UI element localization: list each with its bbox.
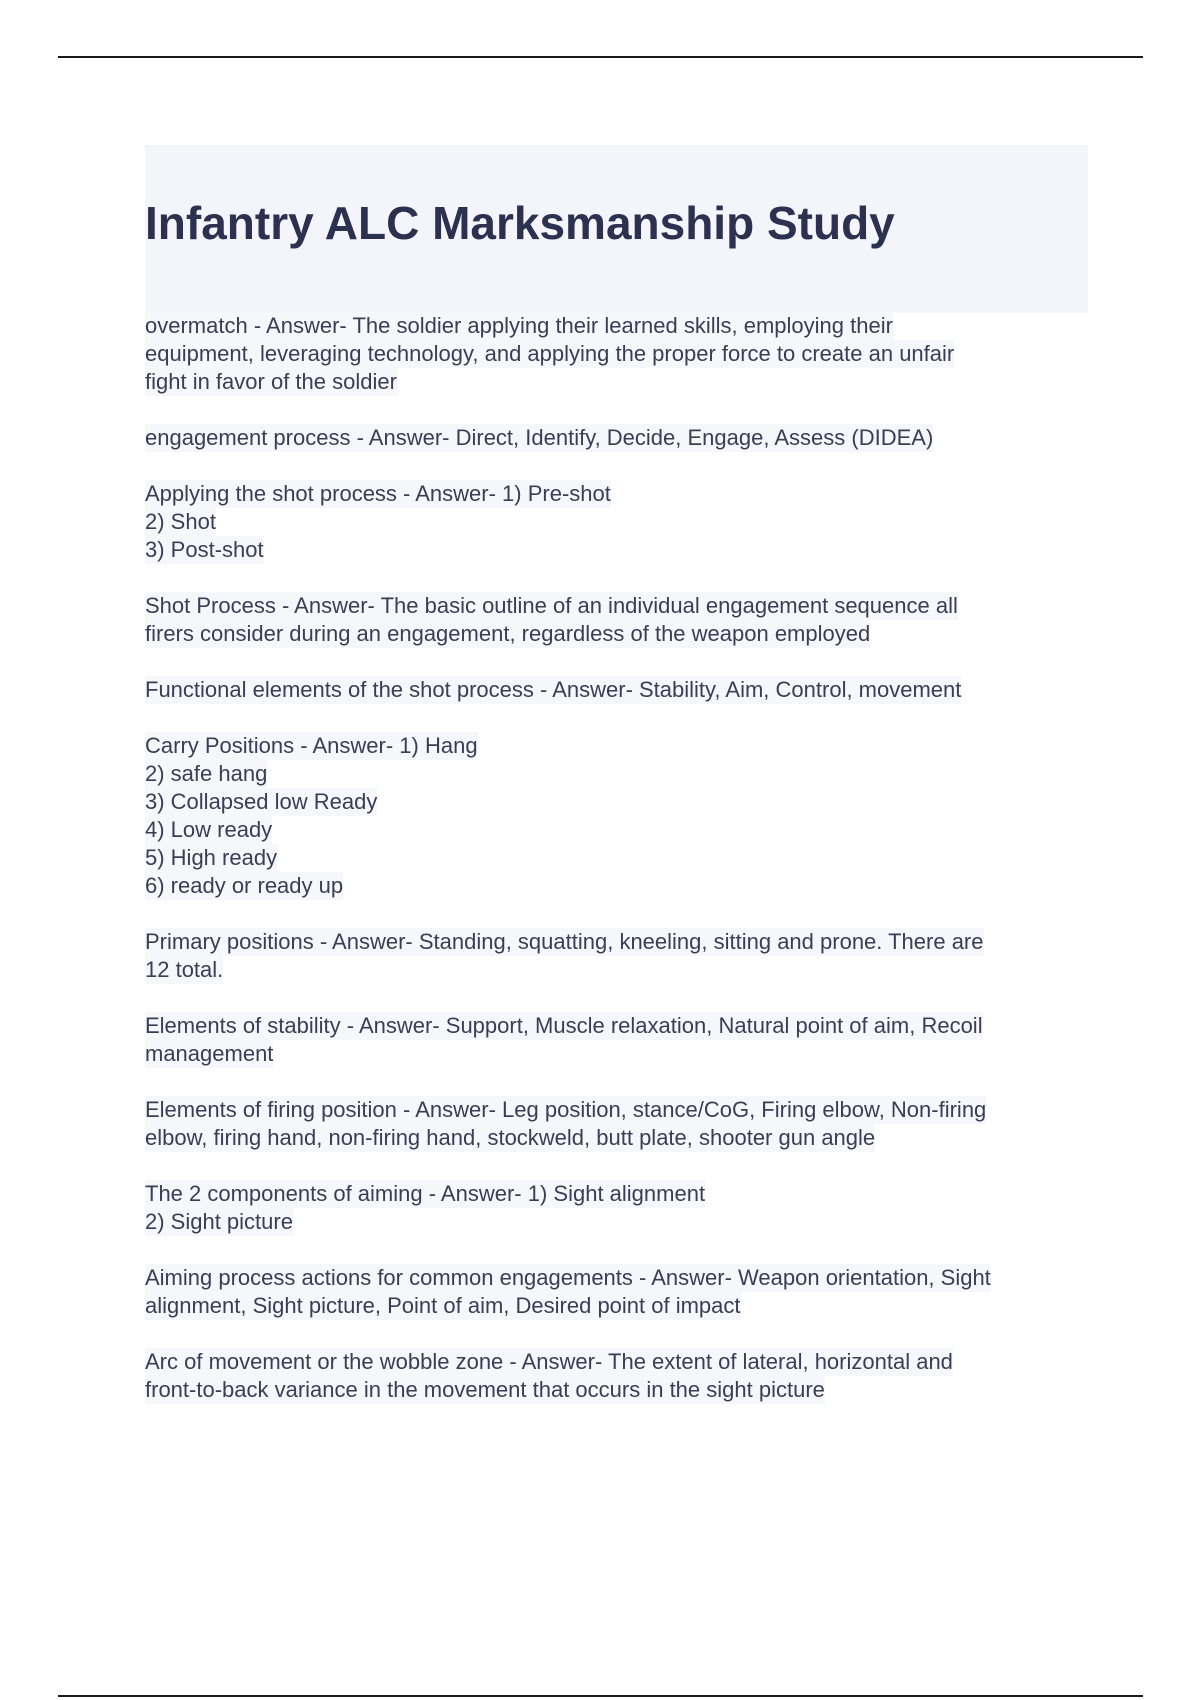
entry-line: fight in favor of the soldier <box>145 369 397 394</box>
entry-aiming-process-actions <box>145 1264 1095 1320</box>
entry-line: alignment, Sight picture, Point of aim, Desired point of impact <box>145 1293 741 1318</box>
study-entries <box>145 312 1095 1432</box>
entry-line: Elements of firing position - Answer- Leg position, stance/CoG, Firing elbow, Non-firing <box>145 1097 987 1122</box>
entry-line: firers consider during an engagement, regardless of the weapon employed <box>145 621 871 646</box>
entry-line: Functional elements of the shot process - Answer- Stability, Aim, Control, movement <box>145 677 962 702</box>
entry-engagement-process <box>145 424 1095 452</box>
entry-line: Carry Positions - Answer- 1) Hang <box>145 733 478 758</box>
entry-primary-positions <box>145 928 1095 984</box>
entry-line: engagement process - Answer- Direct, Identify, Decide, Engage, Assess (DIDEA) <box>145 425 934 450</box>
entry-line: 3) Post-shot <box>145 537 264 562</box>
entry-line: overmatch - Answer- The soldier applying their learned skills, employing their <box>145 313 893 338</box>
entry-line: 4) Low ready <box>145 817 273 842</box>
entry-components-of-aiming <box>145 1180 1095 1236</box>
entry-line: Applying the shot process - Answer- 1) Pre-shot <box>145 481 611 506</box>
entry-line: elbow, firing hand, non-firing hand, stockweld, butt plate, shooter gun angle <box>145 1125 876 1150</box>
entry-functional-elements <box>145 676 1095 704</box>
entry-carry-positions <box>145 732 1095 900</box>
entry-line: 2) Sight picture <box>145 1209 293 1234</box>
entry-line: management <box>145 1041 274 1066</box>
entry-applying-shot-process <box>145 480 1095 564</box>
entry-line: 3) Collapsed low Ready <box>145 789 378 814</box>
entry-elements-of-firing-position <box>145 1096 1095 1152</box>
entry-line: 2) Shot <box>145 509 216 534</box>
entry-line: Elements of stability - Answer- Support, Muscle relaxation, Natural point of aim, Recoil <box>145 1013 983 1038</box>
entry-overmatch <box>145 312 1095 396</box>
entry-shot-process <box>145 592 1095 648</box>
entry-line: Primary positions - Answer- Standing, squatting, kneeling, sitting and prone. There are <box>145 929 984 954</box>
entry-line: Aiming process actions for common engagements - Answer- Weapon orientation, Sight <box>145 1265 991 1290</box>
entry-line: 6) ready or ready up <box>145 873 344 898</box>
entry-line: 5) High ready <box>145 845 278 870</box>
entry-line: 2) safe hang <box>145 761 268 786</box>
entry-line: equipment, leveraging technology, and applying the proper force to create an unfair <box>145 341 955 366</box>
bottom-rule <box>58 1695 1143 1697</box>
entry-line: Arc of movement or the wobble zone - Answer- The extent of lateral, horizontal and <box>145 1349 953 1374</box>
entry-arc-of-movement <box>145 1348 1095 1404</box>
entry-line: 12 total. <box>145 957 224 982</box>
top-rule <box>58 56 1143 58</box>
entry-line: The 2 components of aiming - Answer- 1) Sight alignment <box>145 1181 706 1206</box>
entry-line: front-to-back variance in the movement that occurs in the sight picture <box>145 1377 825 1402</box>
entry-line: Shot Process - Answer- The basic outline of an individual engagement sequence all <box>145 593 958 618</box>
entry-elements-of-stability <box>145 1012 1095 1068</box>
document-title: Infantry ALC Marksmanship Study <box>145 197 895 249</box>
